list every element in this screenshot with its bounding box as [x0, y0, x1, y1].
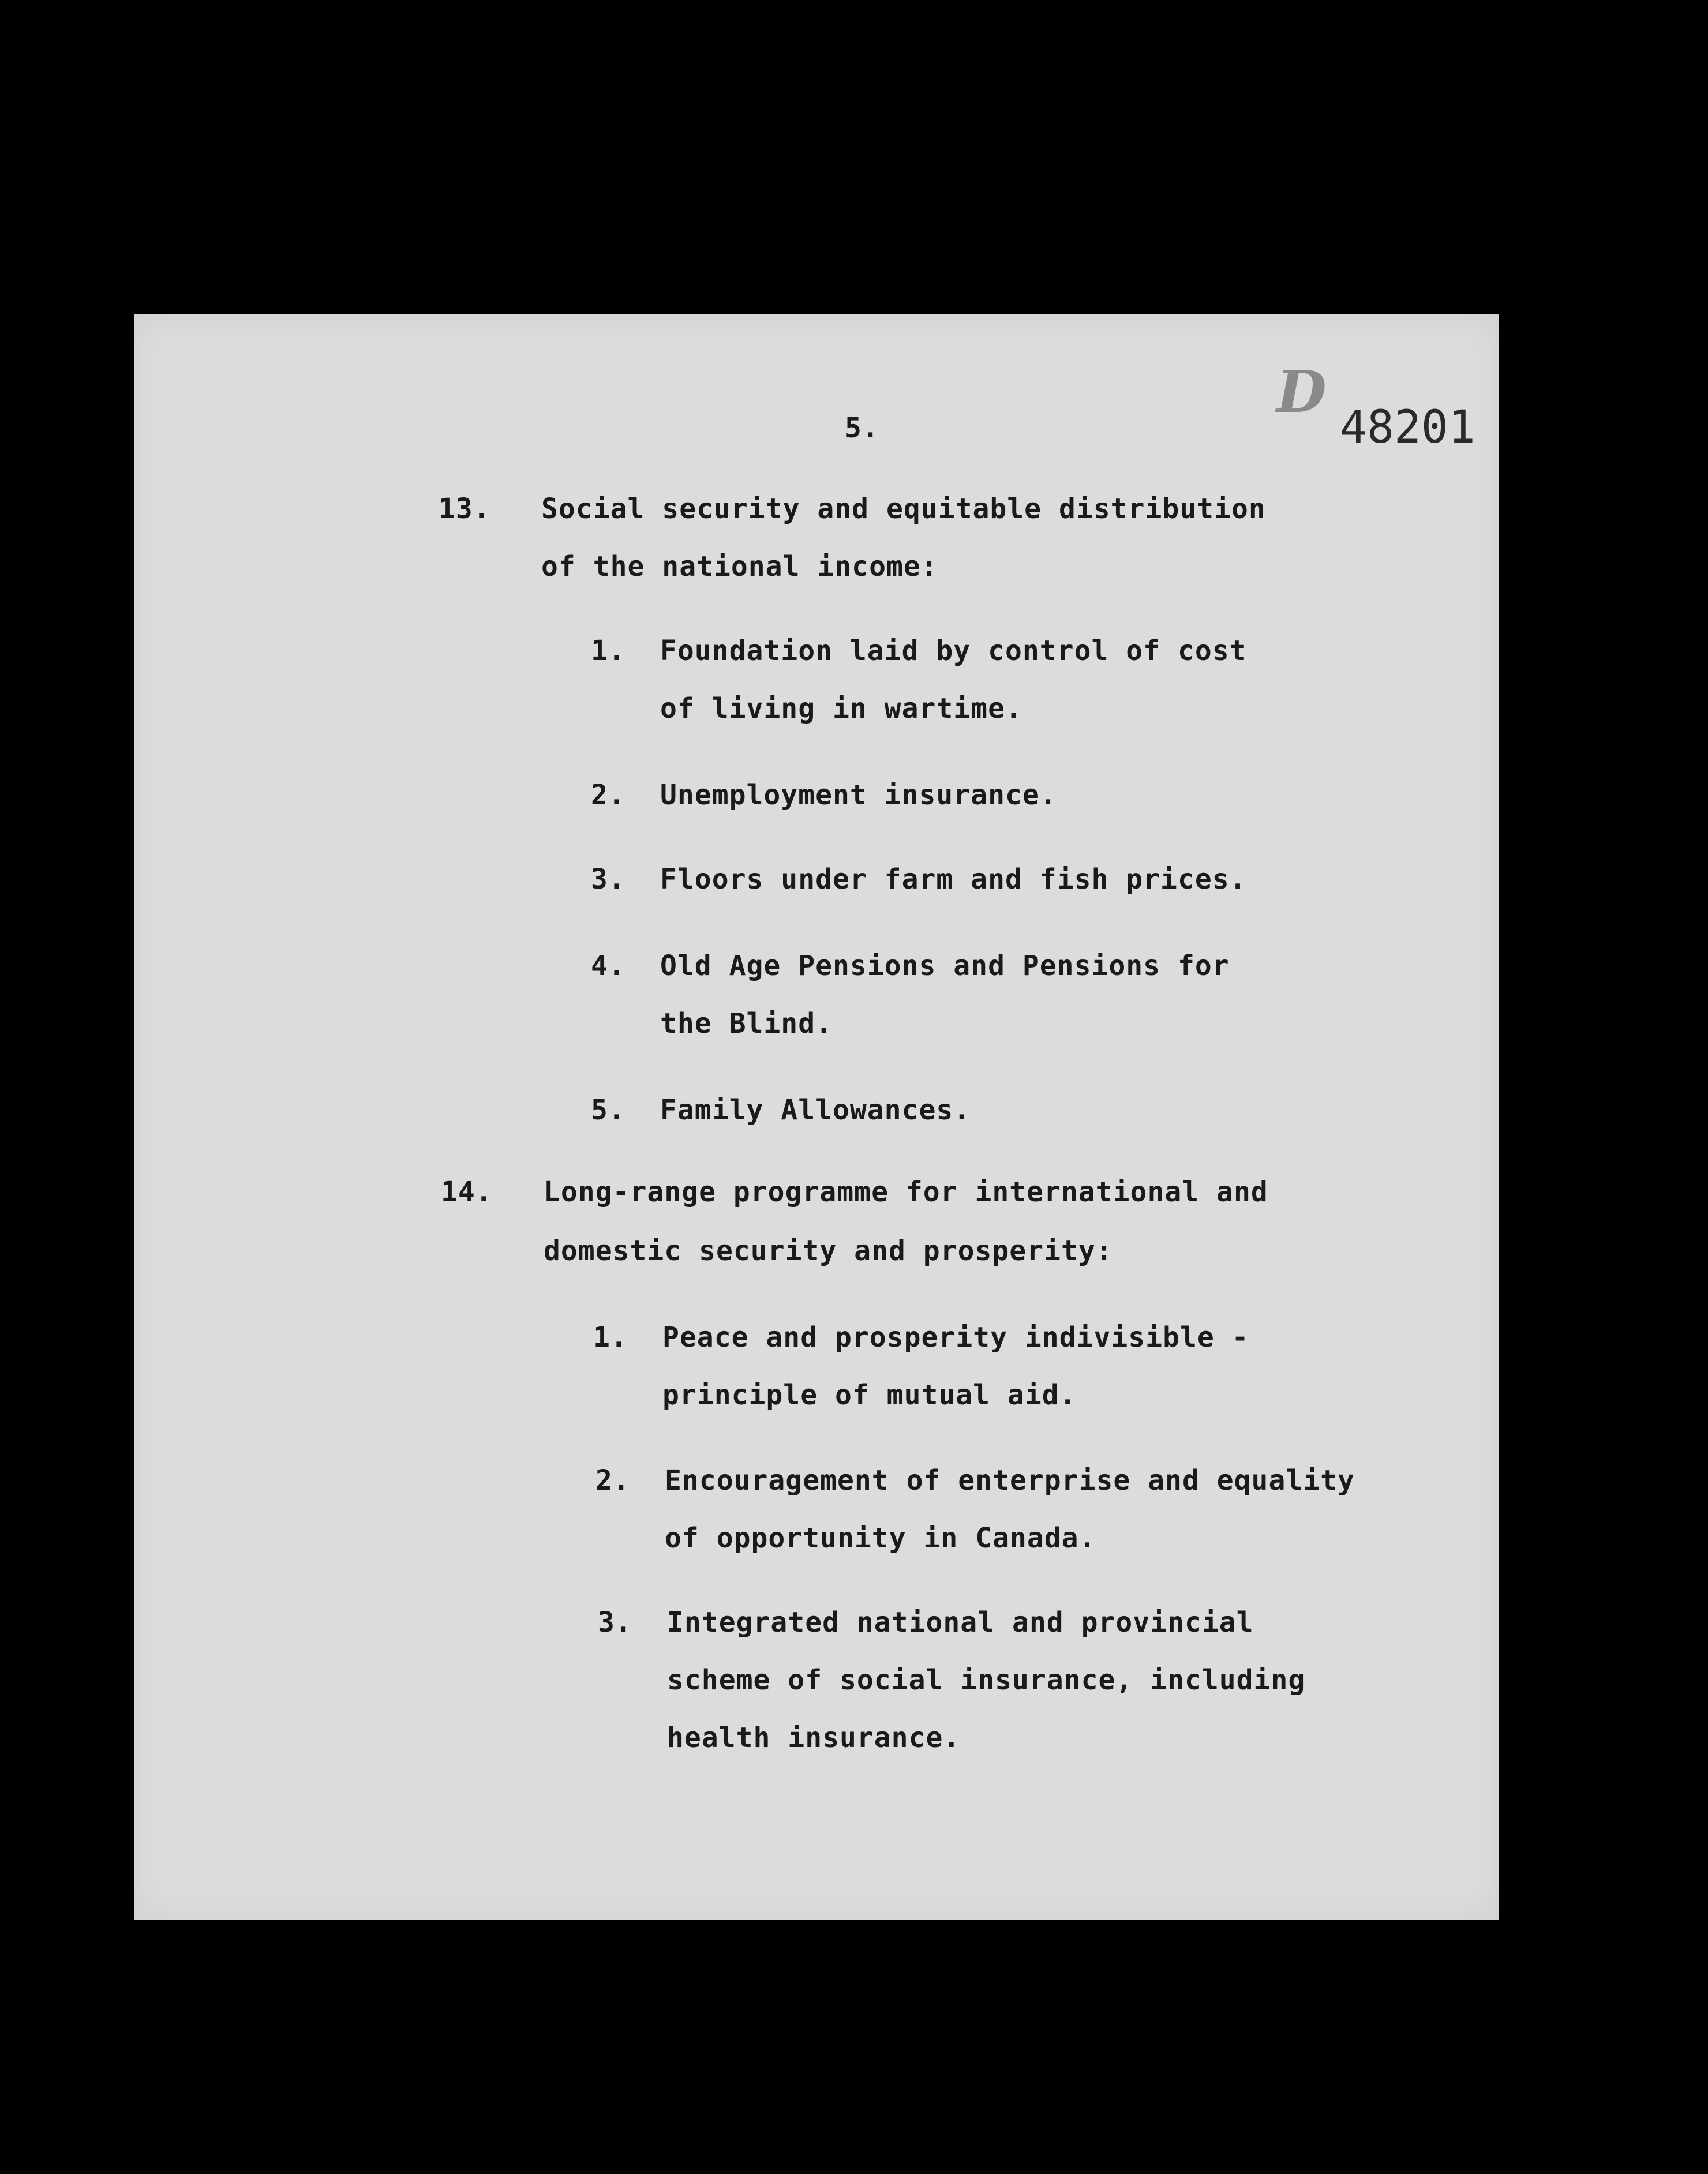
list-item-number: 3.: [591, 863, 625, 895]
list-item-number: 1.: [591, 635, 625, 667]
list-item-number: 3.: [598, 1606, 632, 1639]
page-number: 5.: [845, 412, 879, 444]
list-item-number: 2.: [591, 779, 625, 811]
archive-stamp-letter: D: [1276, 358, 1327, 426]
list-item-text: of living in wartime.: [660, 692, 1022, 725]
list-item-text: Unemployment insurance.: [660, 779, 1057, 811]
section-heading-line: Social security and equitable distribution: [541, 493, 1266, 525]
list-item-text: the Blind.: [660, 1007, 833, 1040]
section-heading-line: domestic security and prosperity:: [544, 1235, 1113, 1267]
document-page: [134, 314, 1499, 1920]
section-heading-line: Long-range programme for international and: [544, 1176, 1268, 1208]
list-item-number: 5.: [591, 1094, 625, 1126]
list-item-text: Peace and prosperity indivisible -: [662, 1321, 1249, 1354]
list-item-number: 2.: [595, 1464, 630, 1497]
list-item-text: Integrated national and provincial: [667, 1606, 1254, 1639]
list-item-text: Foundation laid by control of cost: [660, 635, 1247, 667]
list-item-text: Floors under farm and fish prices.: [660, 863, 1247, 895]
list-item-text: Old Age Pensions and Pensions for: [660, 950, 1230, 982]
archive-stamp-number: 48201: [1340, 402, 1475, 453]
list-item-number: 1.: [593, 1321, 628, 1354]
section-number: 13.: [439, 493, 490, 525]
list-item-number: 4.: [591, 950, 625, 982]
section-heading-line: of the national income:: [541, 550, 938, 583]
list-item-text: Family Allowances.: [660, 1094, 971, 1126]
section-number: 14.: [441, 1176, 493, 1208]
list-item-text: principle of mutual aid.: [662, 1379, 1077, 1411]
list-item-text: health insurance.: [667, 1722, 961, 1754]
list-item-text: Encouragement of enterprise and equality: [665, 1464, 1355, 1497]
list-item-text: scheme of social insurance, including: [667, 1664, 1306, 1696]
list-item-text: of opportunity in Canada.: [665, 1522, 1096, 1554]
